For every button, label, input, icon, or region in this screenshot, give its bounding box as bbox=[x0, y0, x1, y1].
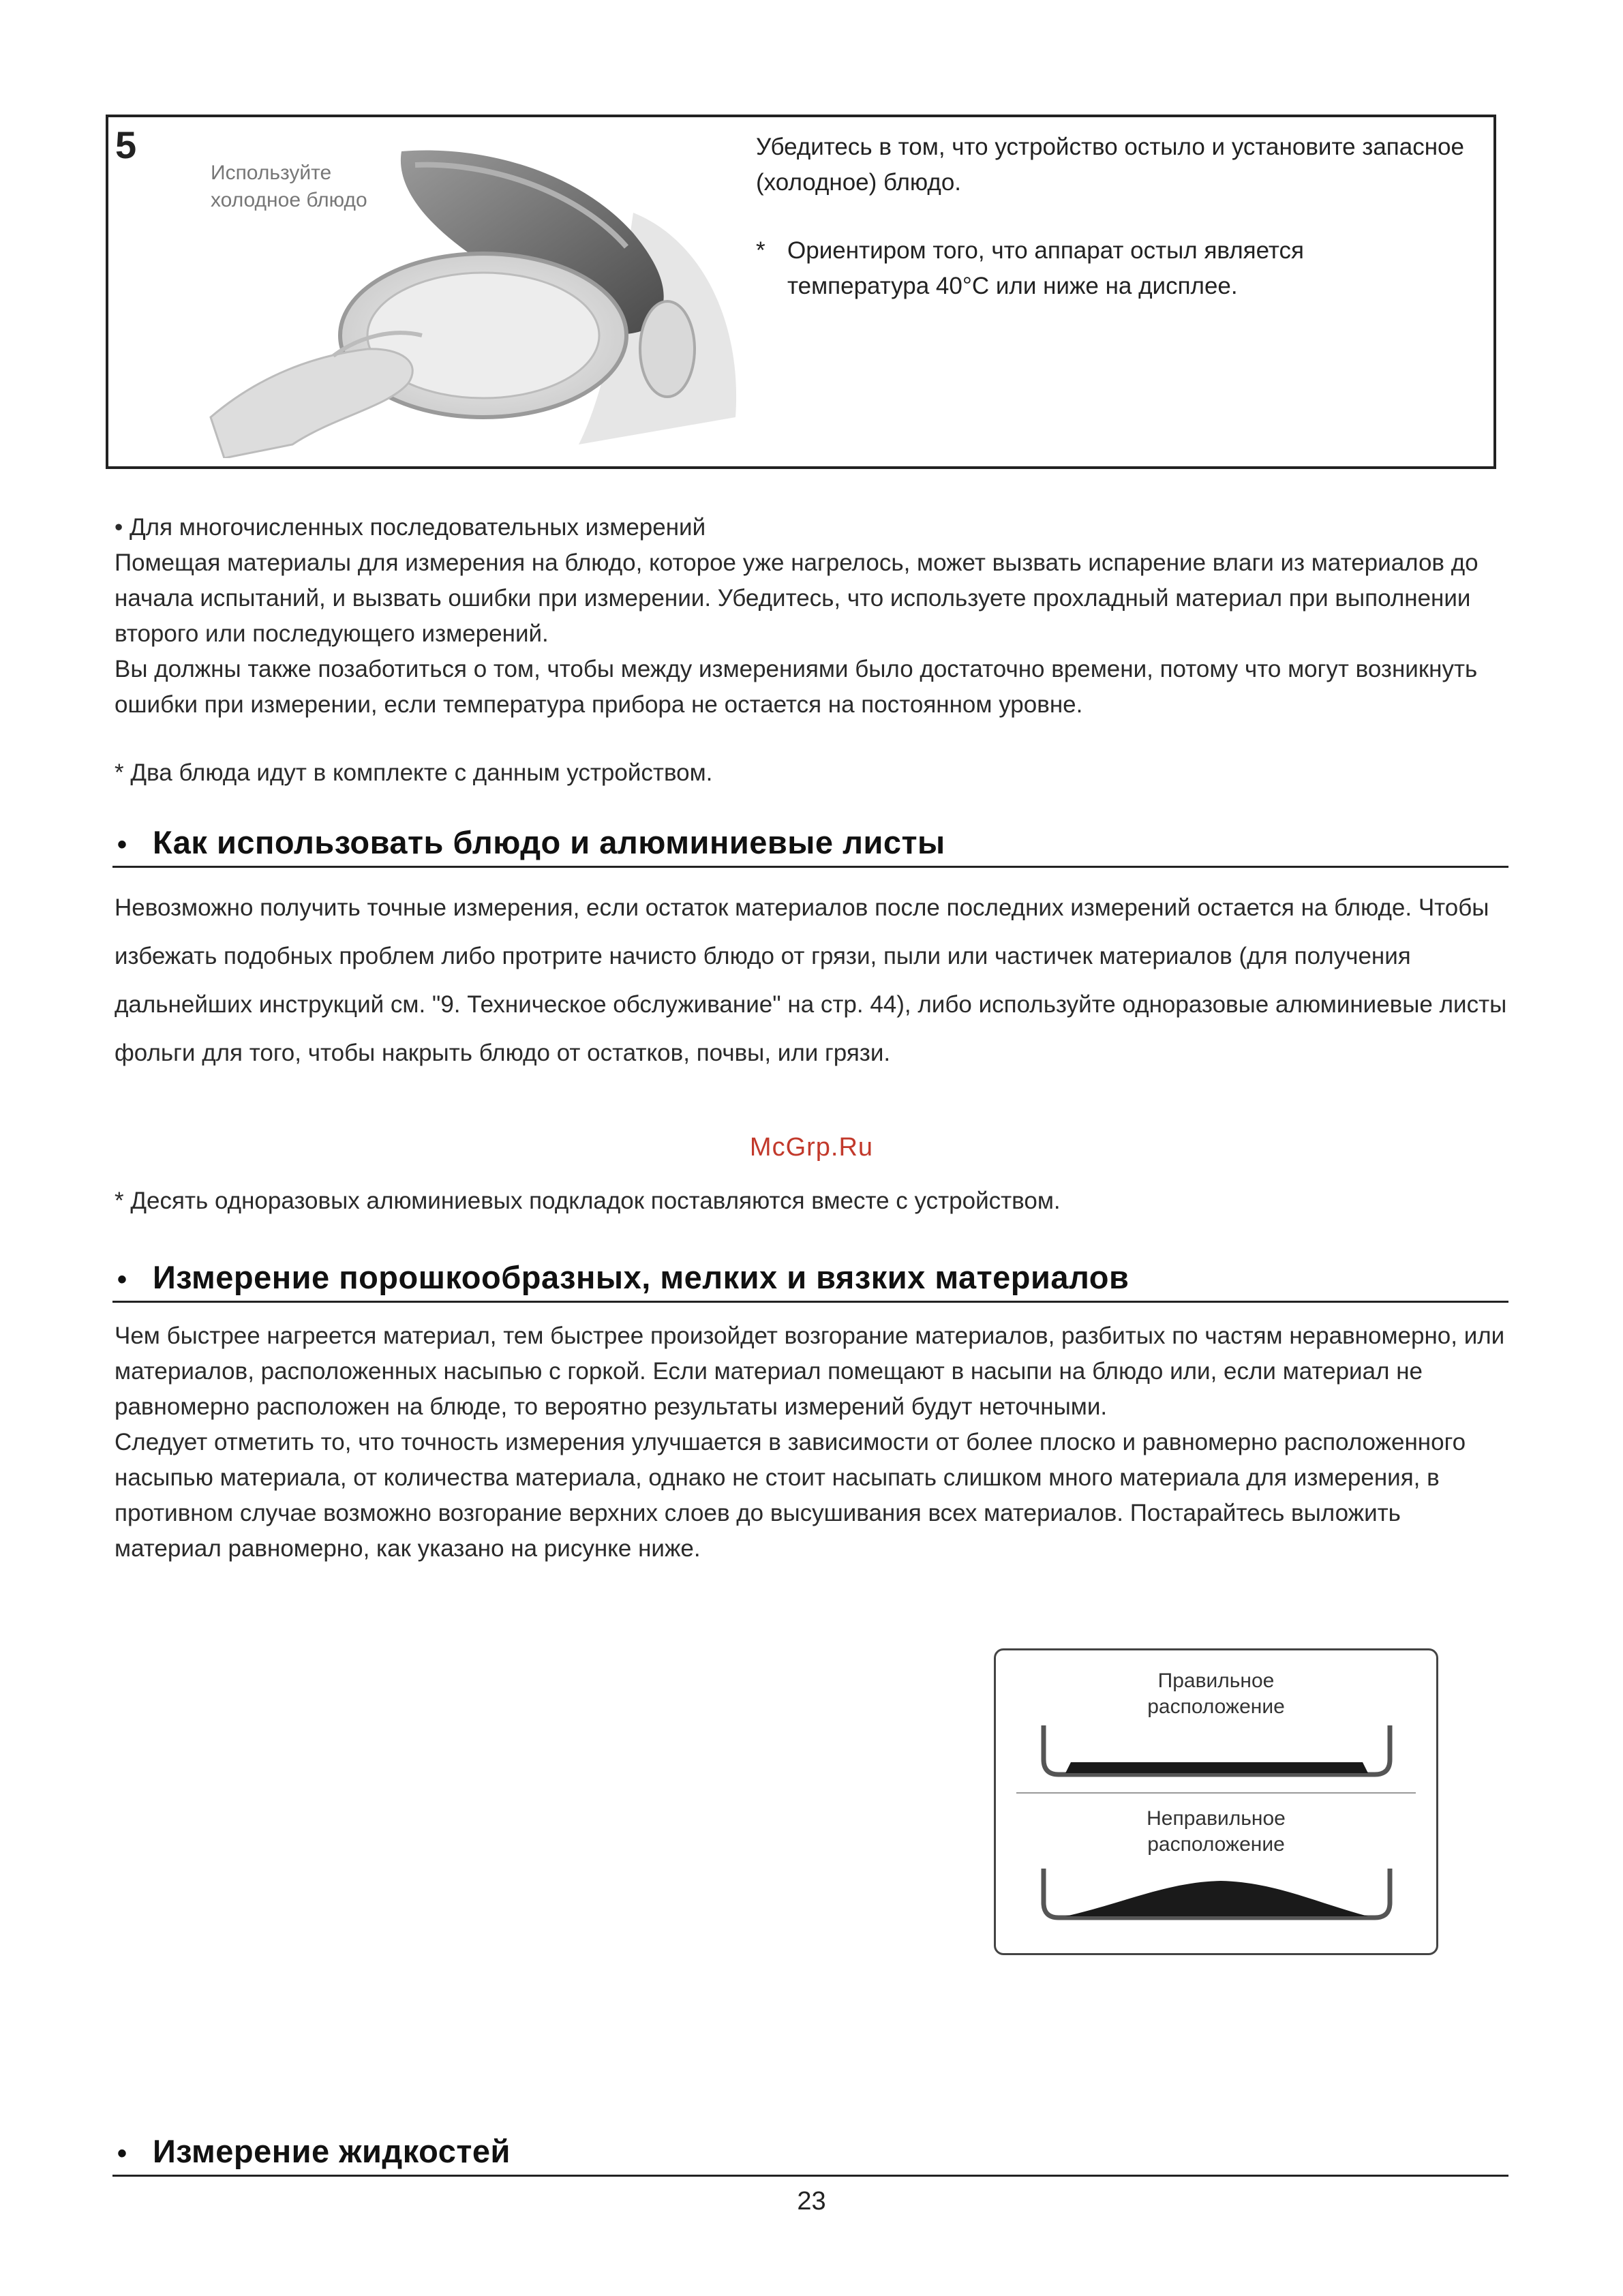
section-heading-dish-text: Как использовать блюдо и алюминиевые листы bbox=[153, 824, 945, 860]
incorrect-placement-diagram bbox=[1030, 1862, 1404, 1937]
section-heading-liquid bbox=[117, 2132, 511, 2170]
figure-divider bbox=[1016, 1792, 1416, 1794]
note-marker: * bbox=[756, 237, 765, 264]
multiple-measurements-title: • Для многочисленных последовательных измерений bbox=[115, 514, 706, 541]
section-powder-body bbox=[115, 1318, 1512, 1567]
step-caption: Используйте холодное блюдо bbox=[211, 162, 367, 211]
section-heading-dish bbox=[117, 824, 945, 861]
page-number: 23 bbox=[797, 2187, 826, 2216]
multiple-measurements-p1: Помещая материалы для измерения на блюдо, которое уже нагрелось, может вызвать испарение влаги из материалов до начала испытаний, и вызвать ошибки при измерении. Убедитесь, что используете прохладный материал при выполнении второго или последующего измерений. bbox=[115, 549, 1478, 647]
heading-bullet: • bbox=[117, 2139, 127, 2169]
multiple-measurements-p2: Вы должны также позаботиться о том, чтобы между измерениями было достаточно времени, потому что могут возникнуть ошибки при измерении, если температура прибора не остается на постоянном уровне. bbox=[115, 656, 1478, 718]
hand-shape bbox=[211, 349, 412, 458]
section-divider bbox=[112, 866, 1508, 868]
correct-placement-diagram bbox=[1030, 1719, 1404, 1794]
section-heading-powder bbox=[117, 1258, 1129, 1296]
watermark: McGrp.Ru bbox=[749, 1133, 874, 1162]
material-flat bbox=[1065, 1762, 1368, 1773]
section-divider bbox=[112, 1301, 1508, 1303]
step-note bbox=[756, 233, 1478, 304]
device-handle bbox=[640, 301, 695, 397]
step-instruction bbox=[756, 130, 1478, 304]
heading-bullet: • bbox=[117, 1265, 127, 1295]
section-powder-p2: Следует отметить то, что точность измерения улучшается в зависимости от более плоско и равномерно расположенного насыпью материала, от количества материала, однако не стоит насыпать слишком много материала для измерения, в противном случае возможно возгорание верхних слоев до высушивания всех материалов. Постарайтесь выложить материал равномерно, как указано на рисунке ниже. bbox=[115, 1429, 1466, 1562]
two-dishes-note: * Два блюда идут в комплекте с данным устройством. bbox=[115, 759, 713, 786]
section-heading-powder-text: Измерение порошкообразных, мелких и вязких материалов bbox=[153, 1259, 1129, 1295]
placement-figure bbox=[994, 1648, 1438, 1955]
section-powder-p1: Чем быстрее нагреется материал, тем быстрее произойдет возгорание материалов, разбитых по частям неравномерно, или материалов, расположенных насыпью с горкой. Если материал помещают в насыпи на блюдо или, если материал не равномерно расположен на блюде, то вероятно результаты измерений будут неточными. bbox=[115, 1323, 1505, 1420]
heading-bullet: • bbox=[117, 830, 127, 860]
multiple-measurements-block bbox=[115, 510, 1512, 723]
aluminum-sheets-note: * Десять одноразовых алюминиевых подкладок поставляются вместе с устройством. bbox=[115, 1188, 1061, 1214]
material-heaped bbox=[1065, 1881, 1368, 1916]
step-instruction-text: Убедитесь в том, что устройство остыло и установите запасное (холодное) блюдо. bbox=[756, 134, 1464, 196]
correct-placement-label: Правильное расположение bbox=[1147, 1670, 1285, 1718]
section-divider bbox=[112, 2175, 1508, 2177]
incorrect-placement-label: Неправильное расположение bbox=[1147, 1807, 1286, 1856]
step-box bbox=[106, 115, 1496, 469]
step-number: 5 bbox=[115, 123, 137, 166]
section-heading-liquid-text: Измерение жидкостей bbox=[153, 2133, 511, 2169]
section-dish-body: Невозможно получить точные измерения, если остаток материалов после последних измерений остается на блюде. Чтобы избежать подобных проблем либо протрите начисто блюдо от грязи, пыли или частичек материалов (для получения дальнейших инструкций см. "9. Техническое обслуживание" на стр. 44), либо используйте одноразовые алюминиевые листы фольги для того, чтобы накрыть блюдо от остатков, почвы, или грязи. bbox=[115, 894, 1507, 1066]
step-note-text: Ориентиром того, что аппарат остыл является температура 40°C или ниже на дисплее. bbox=[787, 237, 1304, 299]
